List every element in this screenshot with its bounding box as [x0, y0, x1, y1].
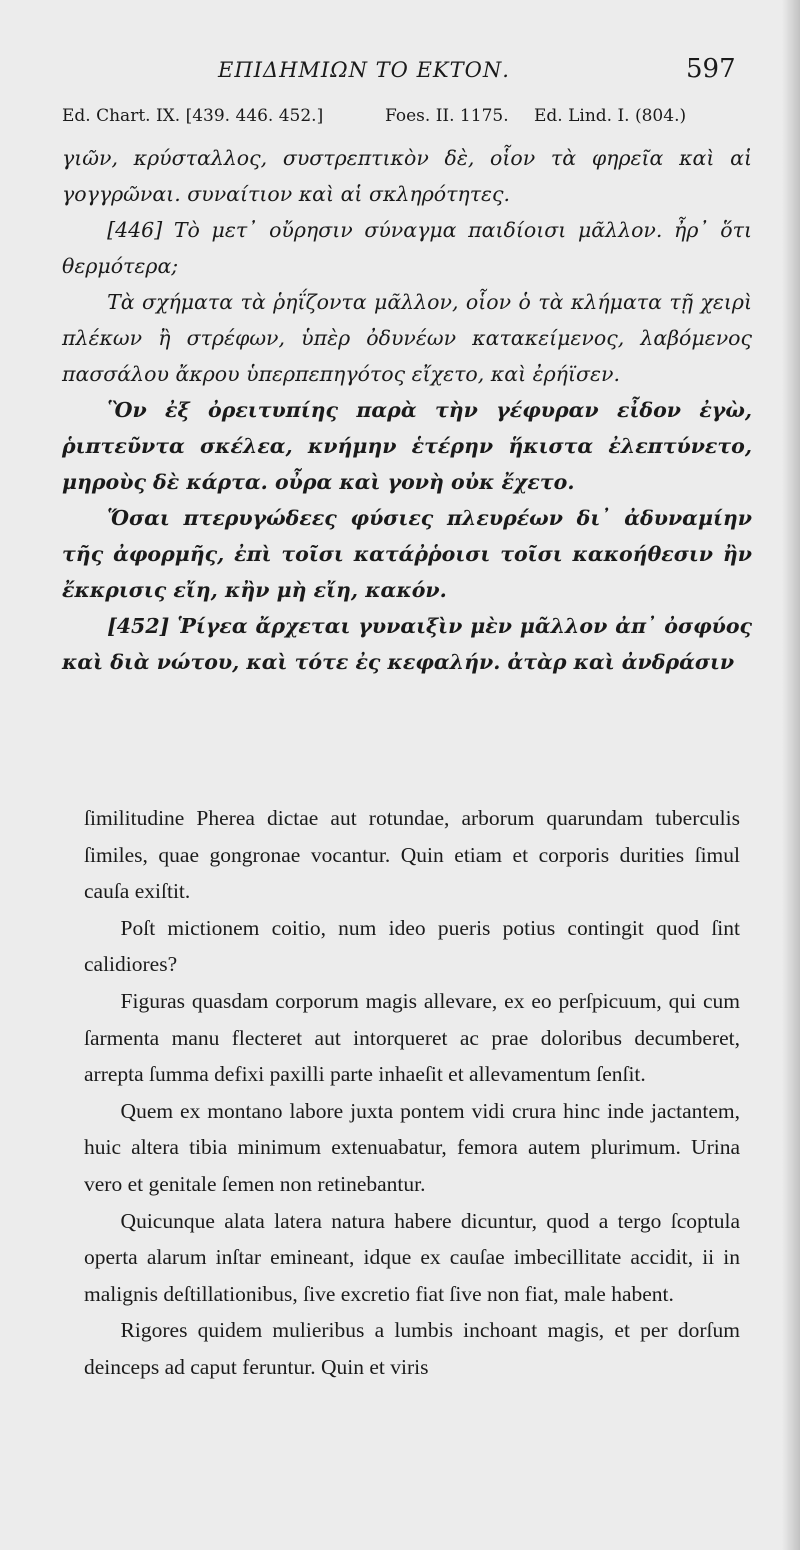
latin-paragraph: Quicunque alata latera natura habere dicuntur, quod a tergo ſcoptula operta alarum inſtar emineant, idque ex cauſae imbecillitate accidit, ii in malignis deſtillationibus, ſive excretio fiat ſive non fiat, male habent. — [84, 1208, 740, 1306]
greek-paragraph: Ὃν ἐξ ὀρειτυπίης παρὰ τὴν γέφυραν εἶδον ἐγὼ, ῥιπτεῦντα σκέλεα, κνήμην ἑτέρην ἥκιστα ἐλεπτύνετο, μηροὺς δὲ κάρτα. οὖρα καὶ γονὴ οὐκ ἔχετο. — [62, 398, 752, 494]
edition-foesius: Foes. II. 1175. — [385, 106, 509, 126]
greek-paragraph: Τὰ σχήματα τὰ ῥηΐζοντα μᾶλλον, οἷον ὁ τὰ κλήματα τῇ χειρὶ πλέκων ἢ στρέφων, ὑπὲρ ὀδυνέων κατακείμενος, λαβόμενος πασσάλου ἄκρου ὑπερπεπηγότος εἴχετο, καὶ ἐρήϊσεν. — [62, 290, 752, 386]
latin-text-block — [84, 800, 740, 1386]
edition-chartier: Ed. Chart. IX. [439. 446. 452.] — [62, 106, 324, 126]
page-edge-shadow — [782, 0, 800, 1550]
latin-paragraph: Rigores quidem mulieribus a lumbis inchoant magis, et per dorſum deinceps ad caput feruntur. Quin et viris — [84, 1318, 740, 1379]
latin-paragraph: Poſt mictionem coitio, num ideo pueris potius contingit quod ſint calidiores? — [84, 915, 740, 977]
running-title: ΕΠΙΔΗΜΙΩΝ ΤΟ ΕΚΤΟΝ. — [218, 58, 510, 82]
latin-paragraph: Figuras quasdam corporum magis allevare, ex eo perſpicuum, qui cum ſarmenta manu flecteret aut intorqueret ac prae doloribus decumberet, arrepta ſumma defixi paxilli parte inhaeſit et allevamentum ſenſit. — [84, 988, 740, 1087]
edition-reference-line — [62, 106, 762, 136]
latin-paragraph: Quem ex montano labore juxta pontem vidi crura hinc inde jactantem, huic altera tibia minimum extenuabatur, femora autem plurimum. Urina vero et genitale ſemen non retinebantur. — [84, 1098, 740, 1196]
latin-paragraph: ſimilitudine Pherea dictae aut rotundae, arborum quarundam tuberculis ſimiles, quae gongronae vocantur. Quin etiam et corporis durities ſimul cauſa exiſtit. — [84, 806, 740, 904]
greek-text-block — [62, 140, 752, 680]
greek-paragraph: Ὅσαι πτερυγώδεες φύσιες πλευρέων δι᾽ ἀδυναμίην τῆς ἀφορμῆς, ἐπὶ τοῖσι κατάῤῥοισι τοῖσι κακοήθεσιν ἢν ἔκκρισις εἴη, κἢν μὴ εἴη, κακόν. — [62, 506, 752, 602]
greek-paragraph: [446] Τὸ μετ᾽ οὔρησιν σύναγμα παιδίοισι μᾶλλον. ἦρ᾽ ὅτι θερμότερα; — [62, 218, 752, 278]
edition-lind: Ed. Lind. I. (804.) — [534, 106, 687, 126]
page-number: 597 — [686, 54, 736, 84]
greek-paragraph: γιῶν, κρύσταλλος, συστρεπτικὸν δὲ, οἷον τὰ φηρεῖα καὶ αἱ γογγρῶναι. συναίτιον καὶ αἱ σκληρότητες. — [62, 146, 752, 206]
page-header — [0, 54, 800, 98]
greek-paragraph: [452] Ῥίγεα ἄρχεται γυναιξὶν μὲν μᾶλλον ἀπ᾽ ὀσφύος καὶ διὰ νώτου, καὶ τότε ἐς κεφαλήν. ἀτὰρ καὶ ἀνδράσιν — [62, 614, 752, 674]
